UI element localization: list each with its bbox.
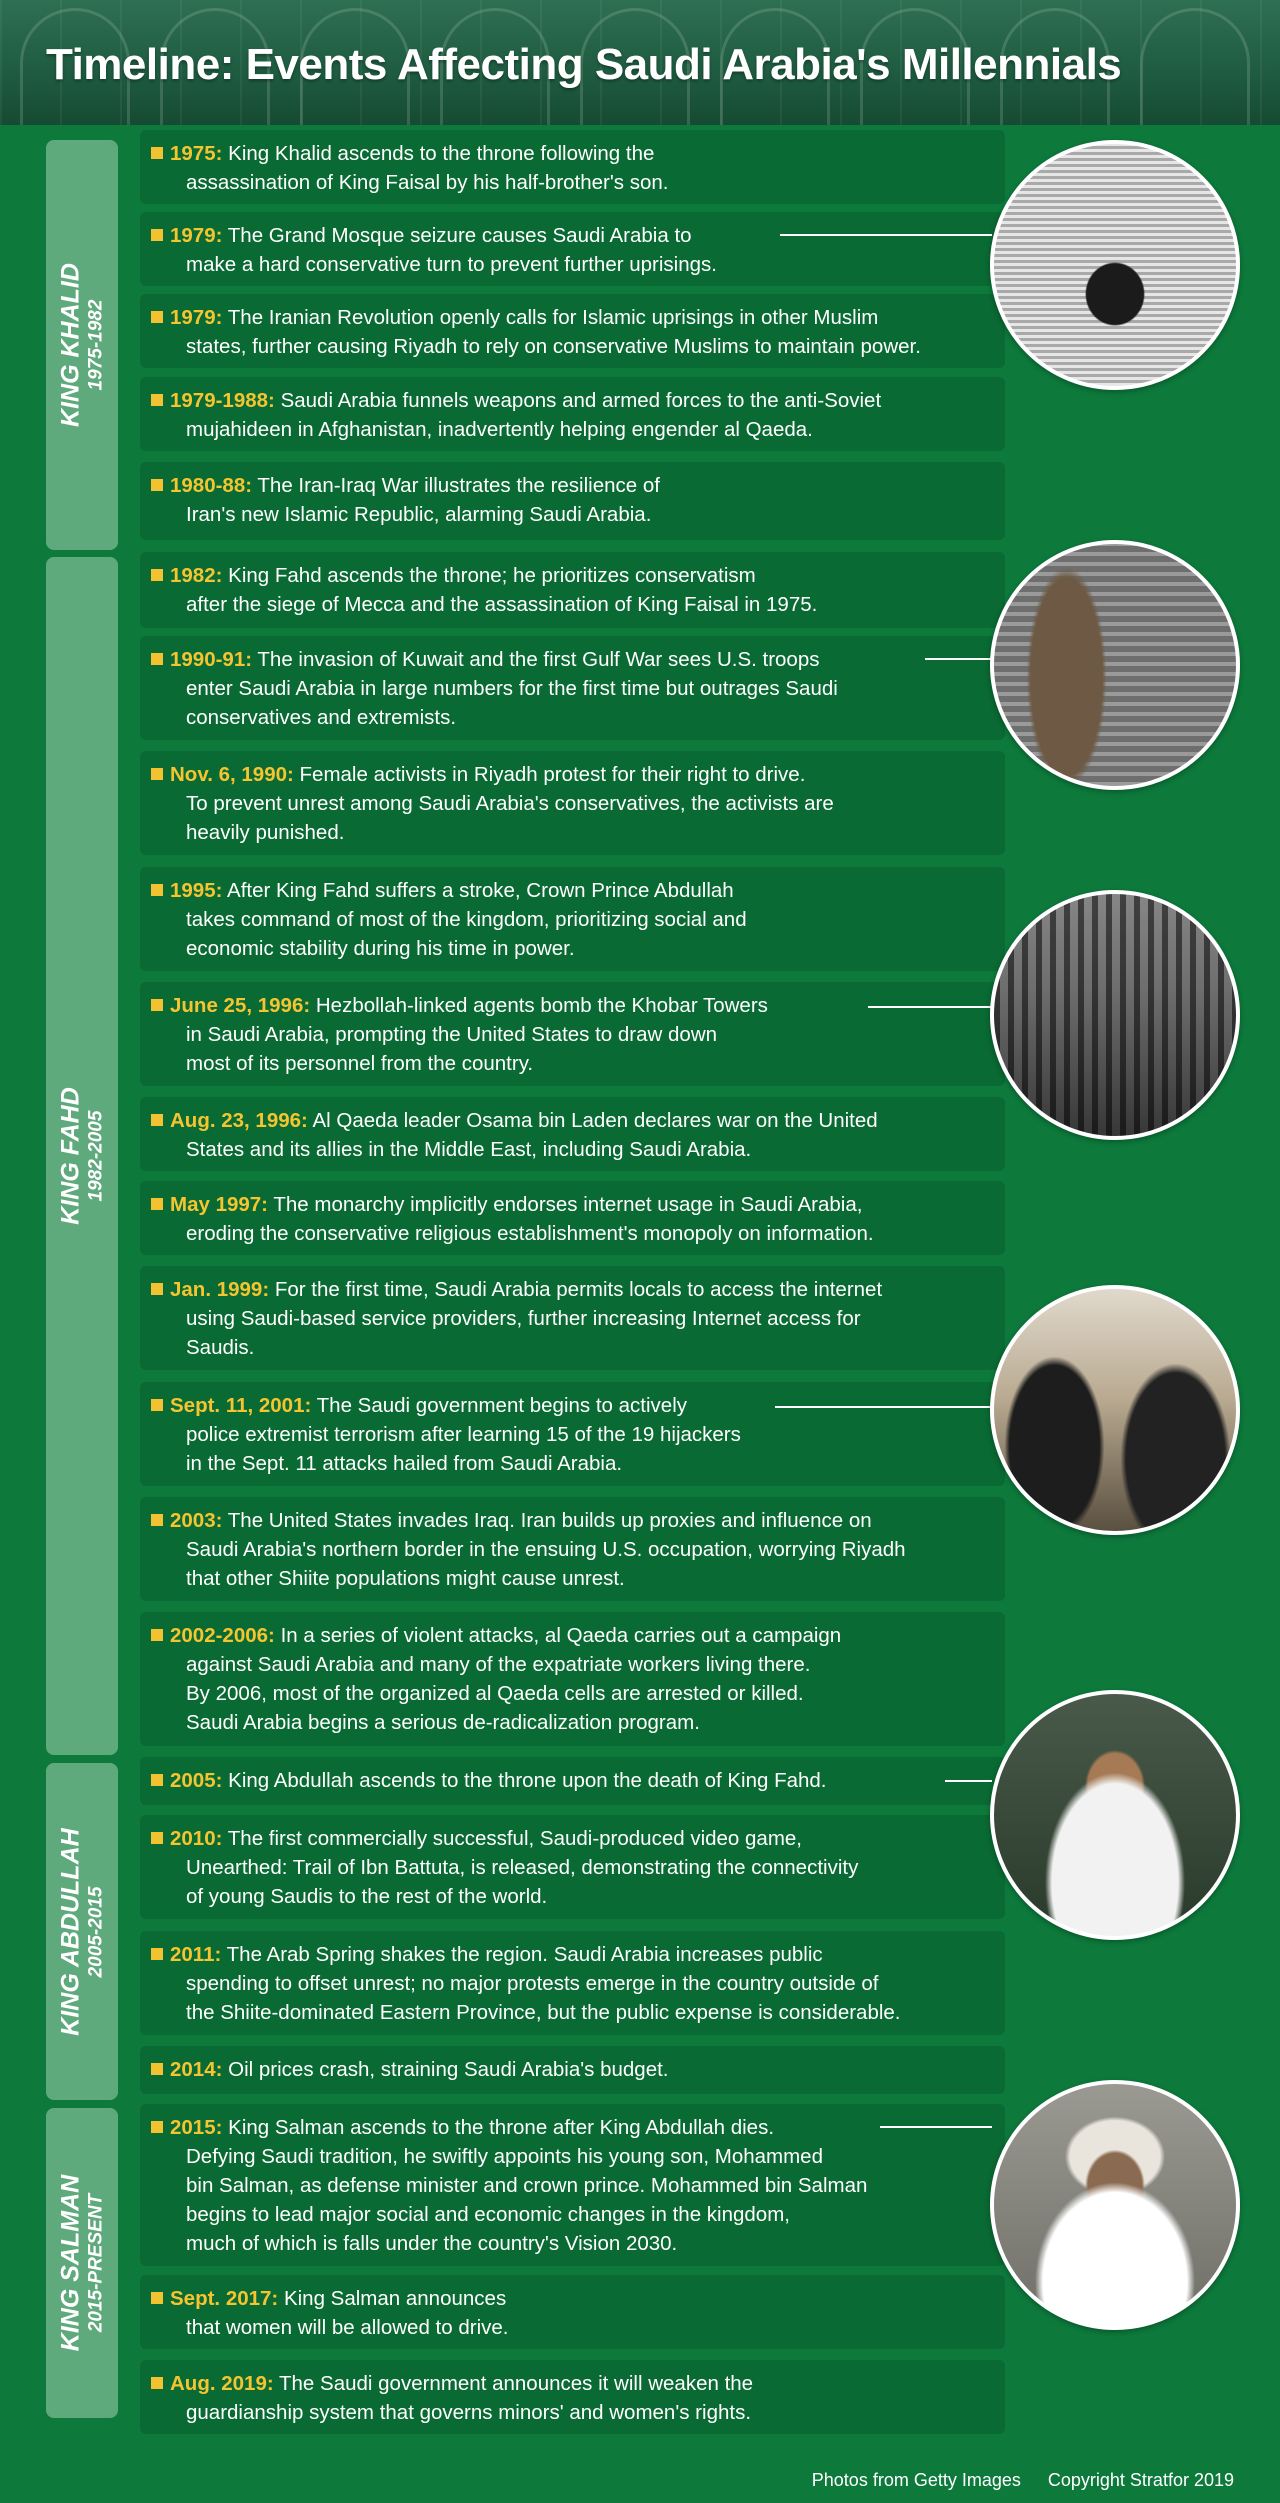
event-date: 1982: — [170, 564, 223, 587]
event-date: May 1997: — [170, 1193, 269, 1216]
event-line: assassination of King Faisal by his half-brother's son. — [186, 171, 669, 194]
event-text: After King Fahd suffers a stroke, Crown Prince Abdullah — [227, 879, 734, 902]
bullet-icon — [151, 999, 163, 1011]
event-date: June 25, 1996: — [170, 994, 311, 1017]
bullet-icon — [151, 2121, 163, 2133]
photo-credit: Photos from Getty Images — [811, 2470, 1021, 2490]
event-text: Oil prices crash, straining Saudi Arabia's budget. — [228, 2058, 669, 2081]
timeline-event — [140, 1815, 1005, 1919]
event-date: 1980-88: — [170, 474, 253, 497]
event-line: against Saudi Arabia and many of the expatriate workers living there. — [186, 1653, 811, 1676]
era-name: KING ABDULLAH — [56, 1827, 85, 2036]
event-line — [170, 1275, 993, 1304]
connector-line — [880, 2126, 992, 2128]
timeline-event — [140, 1931, 1005, 2035]
event-line: Saudi Arabia's northern border in the ensuing U.S. occupation, worrying Riyadh — [186, 1538, 906, 1561]
event-line: using Saudi-based service providers, further increasing Internet access for — [186, 1307, 861, 1330]
event-date: 2010: — [170, 1827, 223, 1850]
event-line: of young Saudis to the rest of the world. — [186, 1885, 548, 1908]
event-date: 2005: — [170, 1769, 223, 1792]
bullet-icon — [151, 311, 163, 323]
event-date: Nov. 6, 1990: — [170, 763, 294, 786]
event-line: spending to offset unrest; no major protests emerge in the country outside of — [186, 1972, 879, 1995]
era-name: KING FAHD — [56, 1087, 85, 1225]
event-date: 2011: — [170, 1943, 222, 1966]
era-label — [57, 263, 108, 427]
bullet-icon — [151, 479, 163, 491]
event-line — [170, 471, 993, 500]
event-text: The monarchy implicitly endorses internet usage in Saudi Arabia, — [273, 1193, 863, 1216]
timeline-event — [140, 982, 1005, 1086]
bullet-icon — [151, 1948, 163, 1960]
event-text: Saudi Arabia funnels weapons and armed forces to the anti-Soviet — [280, 389, 882, 412]
bullet-icon — [151, 394, 163, 406]
bullet-icon — [151, 1514, 163, 1526]
saudi-us-meeting-photo — [990, 1285, 1240, 1535]
event-line: mujahideen in Afghanistan, inadvertently helping engender al Qaeda. — [186, 418, 813, 441]
event-text: For the first time, Saudi Arabia permits locals to access the internet — [274, 1278, 883, 1301]
timeline-event — [140, 1097, 1005, 1171]
event-line: after the siege of Mecca and the assassination of King Faisal in 1975. — [186, 593, 818, 616]
era-name: KING SALMAN — [56, 2174, 85, 2352]
event-line — [170, 303, 993, 332]
era-label — [57, 1087, 108, 1225]
event-date: 1990-91: — [170, 648, 253, 671]
event-line: takes command of most of the kingdom, prioritizing social and — [186, 908, 747, 931]
timeline-event — [140, 377, 1005, 451]
timeline-event — [140, 1382, 1005, 1486]
bullet-icon — [151, 1774, 163, 1786]
timeline-event — [140, 751, 1005, 855]
timeline-event — [140, 462, 1005, 540]
khobar-towers-photo — [990, 890, 1240, 1140]
bullet-icon — [151, 653, 163, 665]
event-date: 2014: — [170, 2058, 223, 2081]
era-king-fahd — [46, 557, 118, 1755]
connector-line — [945, 1780, 992, 1782]
event-line: much of which is falls under the country's Vision 2030. — [186, 2232, 678, 2255]
copyright: Copyright Stratfor 2019 — [1047, 2470, 1234, 2490]
event-date: Sept. 11, 2001: — [170, 1394, 312, 1417]
timeline-event — [140, 294, 1005, 368]
page-title: Timeline: Events Affecting Saudi Arabia's Millennials — [46, 40, 1122, 89]
event-line — [170, 561, 993, 590]
timeline-event — [140, 1181, 1005, 1255]
event-text: Hezbollah-linked agents bomb the Khobar Towers — [315, 994, 768, 1017]
event-line: guardianship system that governs minors' and women's rights. — [186, 2401, 752, 2424]
bullet-icon — [151, 2292, 163, 2304]
event-line — [170, 1940, 993, 1969]
bullet-icon — [151, 147, 163, 159]
event-date: 2015: — [170, 2116, 223, 2139]
event-line: most of its personnel from the country. — [186, 1052, 534, 1075]
era-name: KING KHALID — [56, 263, 85, 427]
connector-line — [780, 234, 992, 236]
era-years: 2015-PRESENT — [85, 2193, 107, 2333]
event-line — [170, 2369, 993, 2398]
event-date: 2002-2006: — [170, 1624, 275, 1647]
event-text: Al Qaeda leader Osama bin Laden declares war on the United — [312, 1109, 878, 1132]
event-line — [170, 760, 993, 789]
event-text: The Iran-Iraq War illustrates the resilience of — [257, 474, 660, 497]
event-text: The invasion of Kuwait and the first Gulf War sees U.S. troops — [257, 648, 820, 671]
timeline-event — [140, 212, 1005, 286]
era-king-abdullah — [46, 1763, 118, 2100]
event-line — [170, 1824, 993, 1853]
event-line — [170, 1506, 993, 1535]
event-date: Jan. 1999: — [170, 1278, 270, 1301]
era-king-salman — [46, 2108, 118, 2418]
event-text: The Iranian Revolution openly calls for Islamic uprisings in other Muslim — [227, 306, 879, 329]
event-line — [170, 2055, 993, 2084]
event-line: conservatives and extremists. — [186, 706, 457, 729]
event-line: that women will be allowed to drive. — [186, 2316, 509, 2339]
bullet-icon — [151, 1629, 163, 1641]
event-text: King Khalid ascends to the throne following the — [228, 142, 655, 165]
event-line — [170, 1766, 993, 1795]
connector-line — [775, 1406, 992, 1408]
era-king-khalid — [46, 140, 118, 550]
event-text: The Saudi government announces it will weaken the — [279, 2372, 754, 2395]
event-line: eroding the conservative religious establishment's monopoly on information. — [186, 1222, 874, 1245]
event-date: 1979: — [170, 224, 223, 247]
event-line: economic stability during his time in power. — [186, 937, 575, 960]
timeline-event — [140, 867, 1005, 971]
event-line — [170, 139, 993, 168]
era-years: 2005-2015 — [85, 1886, 107, 1977]
credits — [812, 2470, 1234, 2491]
timeline-event — [140, 636, 1005, 740]
event-date: 1979: — [170, 306, 223, 329]
bullet-icon — [151, 768, 163, 780]
event-line — [170, 2284, 993, 2313]
era-label — [57, 1828, 108, 2035]
event-line — [170, 1190, 993, 1219]
timeline-event — [140, 2275, 1005, 2349]
event-line: in Saudi Arabia, prompting the United States to draw down — [186, 1023, 718, 1046]
event-text: The Grand Mosque seizure causes Saudi Arabia to — [227, 224, 692, 247]
bullet-icon — [151, 2377, 163, 2389]
timeline-event — [140, 1497, 1005, 1601]
event-line: heavily punished. — [186, 821, 345, 844]
event-date: Aug. 2019: — [170, 2372, 274, 2395]
bullet-icon — [151, 229, 163, 241]
event-text: King Salman announces — [283, 2287, 507, 2310]
event-line — [170, 876, 993, 905]
event-date: 1979-1988: — [170, 389, 275, 412]
event-line: States and its allies in the Middle East, including Saudi Arabia. — [186, 1138, 752, 1161]
event-date: 1975: — [170, 142, 223, 165]
era-years: 1982-2005 — [85, 1110, 107, 1202]
event-text: The Arab Spring shakes the region. Saudi Arabia increases public — [226, 1943, 823, 1966]
event-line: begins to lead major social and economic changes in the kingdom, — [186, 2203, 790, 2226]
connector-line — [925, 658, 992, 660]
bullet-icon — [151, 1283, 163, 1295]
event-text: King Fahd ascends the throne; he prioritizes conservatism — [228, 564, 756, 587]
event-date: Aug. 23, 1996: — [170, 1109, 308, 1132]
event-line: states, further causing Riyadh to rely on conservative Muslims to maintain power. — [186, 335, 921, 358]
event-line: that other Shiite populations might cause unrest. — [186, 1567, 625, 1590]
king-abdullah-photo — [990, 1690, 1240, 1940]
event-date: 1995: — [170, 879, 223, 902]
timeline-event — [140, 2046, 1005, 2094]
event-text: King Abdullah ascends to the throne upon the death of King Fahd. — [228, 1769, 827, 1792]
event-line: To prevent unrest among Saudi Arabia's conservatives, the activists are — [186, 792, 834, 815]
event-date: Sept. 2017: — [170, 2287, 279, 2310]
timeline-event — [140, 2104, 1005, 2266]
era-years: 1975-1982 — [85, 299, 107, 391]
gulf-war-soldier-photo — [990, 540, 1240, 790]
timeline-event — [140, 1266, 1005, 1370]
event-text: The Saudi government begins to actively — [316, 1394, 687, 1417]
era-label — [57, 2175, 108, 2351]
arch-ornament — [1140, 8, 1250, 125]
connector-line — [868, 1006, 992, 1008]
event-line: the Shiite-dominated Eastern Province, but the public expense is considerable. — [186, 2001, 901, 2024]
bullet-icon — [151, 1114, 163, 1126]
event-text: In a series of violent attacks, al Qaeda carries out a campaign — [280, 1624, 842, 1647]
event-line: Iran's new Islamic Republic, alarming Saudi Arabia. — [186, 503, 652, 526]
timeline-event — [140, 1612, 1005, 1746]
bullet-icon — [151, 569, 163, 581]
event-line: By 2006, most of the organized al Qaeda cells are arrested or killed. — [186, 1682, 804, 1705]
event-line — [170, 1106, 993, 1135]
event-line — [170, 1621, 993, 1650]
event-line — [170, 386, 993, 415]
event-line: Unearthed: Trail of Ibn Battuta, is released, demonstrating the connectivity — [186, 1856, 859, 1879]
timeline-event — [140, 2360, 1005, 2434]
event-text: King Salman ascends to the throne after King Abdullah dies. — [228, 2116, 775, 2139]
event-line: bin Salman, as defense minister and crown prince. Mohammed bin Salman — [186, 2174, 868, 2197]
event-line: in the Sept. 11 attacks hailed from Saudi Arabia. — [186, 1452, 623, 1475]
bullet-icon — [151, 2063, 163, 2075]
event-line: Defying Saudi tradition, he swiftly appoints his young son, Mohammed — [186, 2145, 823, 2168]
event-line: Saudi Arabia begins a serious de-radicalization program. — [186, 1711, 700, 1734]
event-date: 2003: — [170, 1509, 223, 1532]
bullet-icon — [151, 1399, 163, 1411]
grand-mosque-photo — [990, 140, 1240, 390]
timeline-event — [140, 552, 1005, 628]
event-line: police extremist terrorism after learning 15 of the 19 hijackers — [186, 1423, 741, 1446]
event-line — [170, 645, 993, 674]
timeline-event — [140, 1757, 1005, 1805]
event-text: The United States invades Iraq. Iran builds up proxies and influence on — [227, 1509, 872, 1532]
event-line: make a hard conservative turn to prevent further uprisings. — [186, 253, 717, 276]
timeline-event — [140, 130, 1005, 204]
event-line: enter Saudi Arabia in large numbers for the first time but outrages Saudi — [186, 677, 838, 700]
event-line: Saudis. — [186, 1336, 255, 1359]
bullet-icon — [151, 884, 163, 896]
header-banner — [0, 0, 1280, 125]
event-text: Female activists in Riyadh protest for their right to drive. — [299, 763, 806, 786]
event-line — [170, 2113, 993, 2142]
king-salman-photo — [990, 2080, 1240, 2330]
bullet-icon — [151, 1832, 163, 1844]
event-text: The first commercially successful, Saudi-produced video game, — [227, 1827, 803, 1850]
bullet-icon — [151, 1198, 163, 1210]
